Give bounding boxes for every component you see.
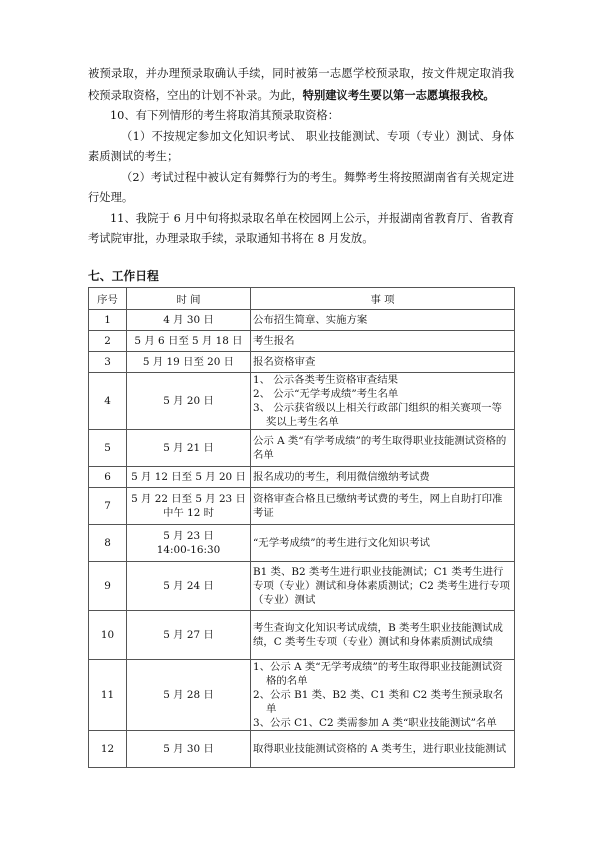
item-line: 报名成功的考生，利用微信缴纳考试费	[253, 470, 430, 483]
header-item: 事 项	[251, 287, 515, 309]
cell-no: 5	[89, 429, 127, 466]
cell-time: 5 月 6 日至 5 月 18 日	[127, 330, 251, 351]
cell-item	[251, 466, 515, 487]
cell-item	[251, 309, 515, 330]
table-header-row	[89, 287, 515, 309]
cell-item	[251, 610, 515, 659]
item-line: 公布招生简章、实施方案	[253, 313, 368, 326]
cell-no: 8	[89, 524, 127, 561]
header-no: 序号	[89, 287, 127, 309]
table-row	[89, 351, 515, 372]
item-line: 1、公示 A 类“无学考成绩”的考生取得职业技能测试资格的名单	[253, 660, 503, 687]
paragraph-11: 11、我院于 6 月中旬将拟录取名单在校园网上公示，并报湖南省教育厅、省教育考试院审批，办理录取手续，录取通知书将在 8 月发放。	[88, 211, 514, 245]
cell-item	[251, 561, 515, 610]
table-row	[89, 730, 515, 767]
cell-item	[251, 730, 515, 767]
cell-item	[251, 524, 515, 561]
cell-time: 5 月 19 日至 20 日	[127, 351, 251, 372]
item-line: 取得职业技能测试资格的 A 类考生，进行职业技能测试	[253, 742, 507, 755]
table-row	[89, 429, 515, 466]
paragraph-continued	[88, 64, 514, 106]
table-row	[89, 524, 515, 561]
cell-item	[251, 429, 515, 466]
table-row	[89, 487, 515, 524]
table-row	[89, 561, 515, 610]
paragraph-10-1: （1）不按规定参加文化知识考试、 职业技能测试、专项（专业）测试、身体素质测试的考生；	[88, 129, 514, 163]
document-page	[88, 64, 514, 768]
schedule-table	[88, 287, 515, 768]
cell-item	[251, 372, 515, 429]
item-line: 考生查询文化知识考试成绩，B 类考生职业技能测试成绩，C 类考生专项（专业）测试和身体素质测试成绩	[253, 621, 503, 648]
cell-time: 5 月 24 日	[127, 561, 251, 610]
cell-no: 10	[89, 610, 127, 659]
paragraph-10: 10、有下列情形的考生将取消其预录取资格：	[110, 109, 340, 122]
item-line: 公示 A 类“有学考成绩”的考生取得职业技能测试资格的名单	[253, 434, 507, 461]
cell-no: 3	[89, 351, 127, 372]
cell-no: 11	[89, 659, 127, 730]
cell-no: 12	[89, 730, 127, 767]
item-line: 考生报名	[253, 334, 295, 347]
item-line: 3、公示 C1、C2 类需参加 A 类“职业技能测试”名单	[253, 716, 497, 729]
item-line: B1 类、B2 类考生进行职业技能测试；C1 类考生进行专项（专业）测试和身体素质测试；C2 类考生进行专项（专业）测试	[253, 565, 510, 606]
table-row	[89, 466, 515, 487]
table-row	[89, 610, 515, 659]
item-line: 资格审查合格且已缴纳考试费的考生，网上自助打印准考证	[253, 492, 503, 519]
cell-time: 5 月 21 日	[127, 429, 251, 466]
table-row	[89, 659, 515, 730]
item-line: 2、 公示“无学考成绩”考生名单	[253, 387, 399, 400]
section-title: 七、工作日程	[88, 268, 159, 283]
cell-no: 9	[89, 561, 127, 610]
cell-item	[251, 659, 515, 730]
header-time: 时 间	[127, 287, 251, 309]
cell-time: 5 月 27 日	[127, 610, 251, 659]
bold-recommendation: 特别建议考生要以第一志愿填报我校。	[302, 87, 495, 102]
table-body	[89, 309, 515, 767]
item-line: 1、 公示各类考生资格审查结果	[253, 373, 398, 386]
cell-item	[251, 351, 515, 372]
cell-no: 7	[89, 487, 127, 524]
cell-no: 4	[89, 372, 127, 429]
paragraph-10-2: （2）考试过程中被认定有舞弊行为的考生。舞弊考生将按照湖南省有关规定进行处理。	[88, 170, 514, 204]
cell-time: 5 月 23 日 14:00-16:30	[127, 524, 251, 561]
table-row	[89, 330, 515, 351]
cell-time: 4 月 30 日	[127, 309, 251, 330]
item-line: “无学考成绩”的考生进行文化知识考试	[253, 536, 430, 549]
cell-time: 5 月 20 日	[127, 372, 251, 429]
table-row	[89, 309, 515, 330]
table-row	[89, 372, 515, 429]
cell-no: 2	[89, 330, 127, 351]
cell-item	[251, 330, 515, 351]
item-line: 报名资格审查	[253, 355, 316, 368]
cell-time: 5 月 22 日至 5 月 23 日中午 12 时	[127, 487, 251, 524]
cell-no: 6	[89, 466, 127, 487]
paragraph-text: 被预录取，并办理预录取确认手续，同时被第一志愿学校预录取，按文件规定取消我校预录取资格，空出的计划不补录。为此，	[88, 67, 514, 102]
cell-no: 1	[89, 309, 127, 330]
item-line: 3、 公示获省级以上相关行政部门组织的相关赛项一等奖以上考生名单	[253, 401, 502, 428]
item-line: 2、公示 B1 类、B2 类、C1 类和 C2 类考生预录取名单	[253, 688, 504, 715]
cell-time: 5 月 30 日	[127, 730, 251, 767]
cell-item	[251, 487, 515, 524]
cell-time: 5 月 12 日至 5 月 20 日	[127, 466, 251, 487]
cell-time: 5 月 28 日	[127, 659, 251, 730]
